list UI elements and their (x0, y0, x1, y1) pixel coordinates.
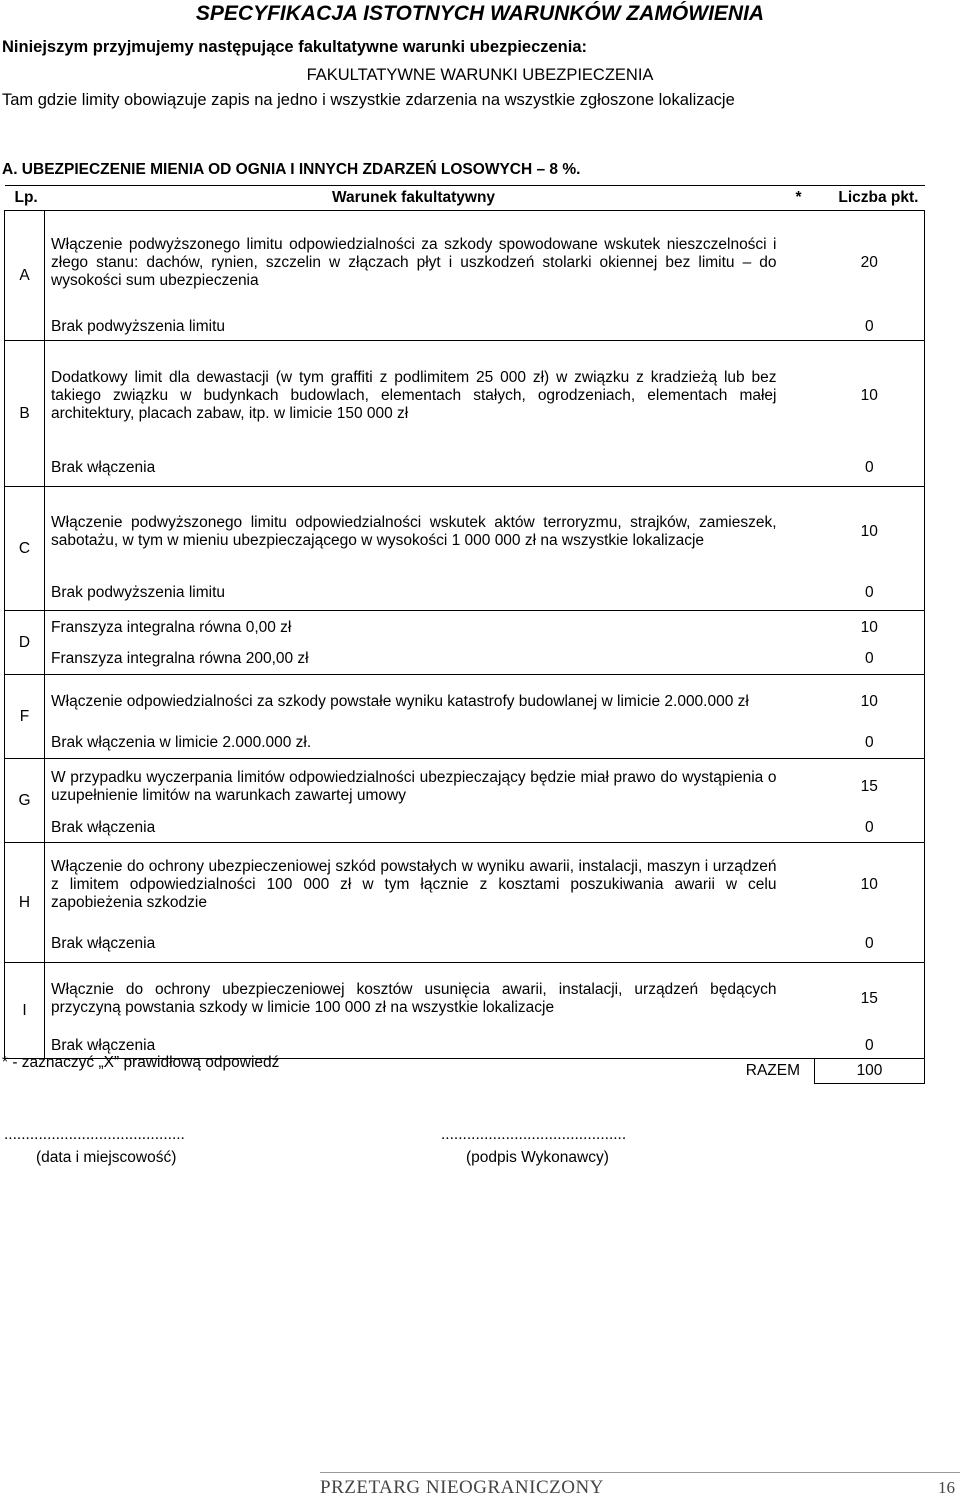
table-body (5, 211, 925, 1059)
alternative-text: Brak włączenia (51, 459, 156, 477)
mark-cell[interactable] (783, 843, 815, 927)
condition-text: Włączenie odpowiedzialności za szkody powstałe wyniku katastrofy budowlanej w limicie 2.000.000 zł (45, 675, 783, 729)
footer-text: PRZETARG NIEOGRANICZONY (320, 1477, 604, 1498)
points-value: 0 (815, 729, 925, 759)
table-row (5, 211, 925, 315)
mark-cell[interactable] (783, 759, 815, 815)
alternative-text: Brak włączenia (51, 935, 156, 953)
condition-text: Włącznie do ochrony ubezpieczeniowej kosztów usunięcia awarii, instalacji, urządzeń będących przyczyną powstania szkody w limicie 100 000 zł na wszystkie lokalizacje (45, 963, 783, 1035)
mark-cell[interactable] (783, 1035, 815, 1059)
total-value: 100 (815, 1059, 925, 1084)
alternative-text: Brak podwyższenia limitu (51, 318, 226, 336)
alternative-text: Brak włączenia (51, 819, 156, 837)
table-row-alternative (5, 927, 925, 963)
row-lp: B (5, 341, 45, 487)
alternative-text: Brak podwyższenia limitu (51, 584, 226, 602)
table-row-alternative (5, 815, 925, 843)
points-value: 0 (815, 577, 925, 611)
condition-text: Włączenie do ochrony ubezpieczeniowej szkód powstałych w wyniku awarii, instalacji, maszyn i urządzeń z limitem odpowiedzialności 100 000 zł w tym łącznie z kosztami poszukiwania awarii w celu zapobieżenia szkodzie (45, 843, 783, 927)
table-row-alternative (5, 729, 925, 759)
condition-text: Włączenie podwyższonego limitu odpowiedzialności wskutek aktów terroryzmu, strajków, zamieszek, sabotażu, w tym w mieniu ubezpieczającego w wysokości 1 000 000 zł na wszystkie lokalizacje (45, 487, 783, 577)
table-row (5, 963, 925, 1035)
signature-label: (podpis Wykonawcy) (466, 1149, 609, 1166)
limits-note: Tam gdzie limity obowiązuje zapis na jedno i wszystkie zdarzenia na wszystkie zgłoszone lokalizacje (2, 91, 735, 109)
row-lp: H (5, 843, 45, 963)
footer-rule (320, 1472, 960, 1473)
total-label: RAZEM (5, 1059, 815, 1084)
intro-text: Niniejszym przyjmujemy następujące fakultatywne warunki ubezpieczenia: (2, 38, 588, 56)
mark-cell[interactable] (783, 927, 815, 963)
alternative-text: Brak włączenia (45, 1035, 783, 1059)
page-number: 16 (938, 1478, 955, 1497)
mark-cell[interactable] (783, 451, 815, 487)
table-row (5, 487, 925, 577)
page-title: SPECYFIKACJA ISTOTNYCH WARUNKÓW ZAMÓWIENIA (195, 2, 765, 25)
table-row-alternative (5, 451, 925, 487)
table-header-row (5, 186, 925, 211)
table-row (5, 843, 925, 927)
points-value: 15 (815, 759, 925, 815)
mark-cell[interactable] (783, 963, 815, 1035)
row-lp: I (5, 963, 45, 1059)
points-value: 0 (815, 645, 925, 675)
date-place-label: (data i miejscowość) (36, 1149, 177, 1166)
mark-cell[interactable] (783, 815, 815, 843)
conditions-table (4, 185, 925, 1084)
points-value: 0 (815, 315, 925, 341)
points-value: 10 (815, 341, 925, 451)
mark-cell[interactable] (783, 577, 815, 611)
mark-cell[interactable] (783, 729, 815, 759)
condition-text: Franszyza integralna równa 0,00 zł (45, 611, 783, 645)
conditions-subtitle: FAKULTATYWNE WARUNKI UBEZPIECZENIA (306, 66, 654, 84)
mark-cell[interactable] (783, 315, 815, 341)
points-value: 0 (815, 927, 925, 963)
table-row (5, 611, 925, 645)
header-lp: Lp. (5, 186, 45, 211)
table-row (5, 341, 925, 451)
points-value: 0 (815, 451, 925, 487)
table-row-alternative (5, 315, 925, 341)
points-value: 10 (815, 487, 925, 577)
row-lp: F (5, 675, 45, 759)
condition-text: Dodatkowy limit dla dewastacji (w tym graffiti z podlimitem 25 000 zł) w związku z kradzieżą lub bez takiego związku w budynkach budowlach, elementach stałych, ogrodzeniach, elementach małej architektury, placach zabaw, itp. w limicie 150 000 zł (45, 341, 783, 451)
points-value: 10 (815, 611, 925, 645)
mark-cell[interactable] (783, 675, 815, 729)
table-row (5, 759, 925, 815)
table-row-alternative (5, 577, 925, 611)
points-value: 20 (815, 211, 925, 315)
condition-text: W przypadku wyczerpania limitów odpowiedzialności ubezpieczający będzie miał prawo do wystąpienia o uzupełnienie limitów na warunkach zawartej umowy (45, 759, 783, 815)
signature-dots: ........................................... (441, 1126, 627, 1143)
header-condition: Warunek fakultatywny (45, 186, 783, 211)
mark-cell[interactable] (783, 487, 815, 577)
mark-cell[interactable] (783, 211, 815, 315)
table-row-alternative (5, 645, 925, 675)
points-value: 10 (815, 843, 925, 927)
row-lp: A (5, 211, 45, 341)
footnote: * - zaznaczyć „X” prawidłową odpowiedź (2, 1054, 280, 1071)
alternative-text: Brak włączenia w limicie 2.000.000 zł. (51, 734, 312, 752)
row-lp: C (5, 487, 45, 611)
condition-text: Włączenie podwyższonego limitu odpowiedzialności za szkody spowodowane wskutek nieszczelności i złego stanu: dachów, rynien, szczelin w złączach płyt i uszkodzeń stolarki okiennej bez limitu – do wysokości sum ubezpieczenia (45, 211, 783, 315)
points-value: 15 (815, 963, 925, 1035)
section-title: A. UBEZPIECZENIE MIENIA OD OGNIA I INNYCH ZDARZEŃ LOSOWYCH – 8 %. (2, 161, 581, 178)
points-value: 0 (815, 815, 925, 843)
header-points: Liczba pkt. (815, 186, 925, 211)
row-lp: D (5, 611, 45, 675)
header-mark: * (783, 186, 815, 211)
mark-cell[interactable] (783, 341, 815, 451)
row-lp: G (5, 759, 45, 843)
mark-cell[interactable] (783, 645, 815, 675)
date-place-dots: .......................................... (4, 1126, 185, 1143)
points-value: 0 (815, 1035, 925, 1059)
mark-cell[interactable] (783, 611, 815, 645)
table-row (5, 675, 925, 729)
points-value: 10 (815, 675, 925, 729)
alternative-text: Franszyza integralna równa 200,00 zł (51, 650, 309, 668)
